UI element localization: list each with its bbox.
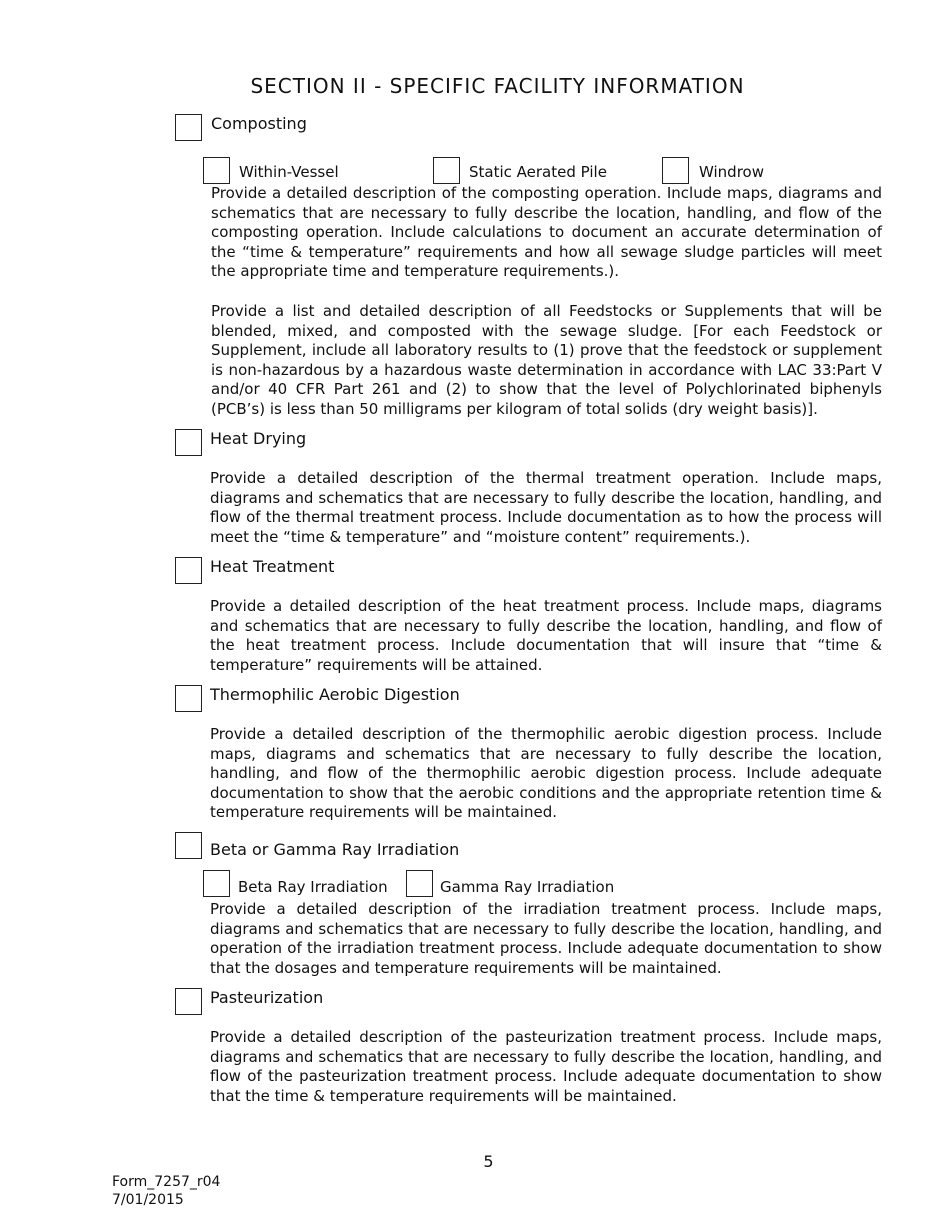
within-vessel-label: Within-Vessel bbox=[239, 163, 339, 181]
composting-description: Provide a detailed description of the composting operation. Include maps, diagrams and schematics that are necessary to fully describe the location, handling, and flow of the composting operation. Include calculations to document an accurate determination of the “time & temperature” requirements and how all sewage sludge particles will meet the appropriate time and temperature requirements.). bbox=[211, 184, 882, 281]
form-date: 7/01/2015 bbox=[112, 1192, 184, 1208]
heat-drying-description: Provide a detailed description of the thermal treatment operation. Include maps, diagrams and schematics that are necessary to fully describe the location, handling, and flow of the thermal treatment process. Include documentation as to how the process will meet the “time & temperature” and “moisture content” requirements.). bbox=[210, 469, 882, 546]
static-aerated-pile-checkbox[interactable] bbox=[433, 157, 460, 184]
within-vessel-checkbox[interactable] bbox=[203, 157, 230, 184]
heat-treatment-description: Provide a detailed description of the heat treatment process. Include maps, diagrams and schematics that are necessary to fully describe the location, handling, and flow of the heat treatment process. Include documentation that will insure that “time & temperature” requirements will be attained. bbox=[210, 597, 882, 674]
heat-treatment-checkbox[interactable] bbox=[175, 557, 202, 584]
page-number: 5 bbox=[483, 1152, 494, 1171]
gamma-ray-checkbox[interactable] bbox=[406, 870, 433, 897]
heat-treatment-label: Heat Treatment bbox=[210, 557, 335, 576]
pasteurization-checkbox[interactable] bbox=[175, 988, 202, 1015]
beta-ray-label: Beta Ray Irradiation bbox=[238, 878, 388, 896]
pasteurization-label: Pasteurization bbox=[210, 988, 324, 1007]
section-title: SECTION II - SPECIFIC FACILITY INFORMATION bbox=[250, 74, 745, 98]
windrow-checkbox[interactable] bbox=[662, 157, 689, 184]
irradiation-checkbox[interactable] bbox=[175, 832, 202, 859]
composting-checkbox[interactable] bbox=[175, 114, 202, 141]
thermophilic-label: Thermophilic Aerobic Digestion bbox=[210, 685, 460, 704]
beta-ray-checkbox[interactable] bbox=[203, 870, 230, 897]
composting-label: Composting bbox=[211, 114, 307, 133]
windrow-label: Windrow bbox=[699, 163, 764, 181]
form-id: Form_7257_r04 bbox=[112, 1174, 221, 1190]
gamma-ray-label: Gamma Ray Irradiation bbox=[440, 878, 615, 896]
feedstock-description: Provide a list and detailed description of all Feedstocks or Supplements that will be blended, mixed, and composted with the sewage sludge. [For each Feedstock or Supplement, include all laboratory results to (1) prove that the feedstock or supplement is non-hazardous by a hazardous waste determination in accordance with LAC 33:Part V and/or 40 CFR Part 261 and (2) to show that the level of Polychlorinated biphenyls (PCB’s) is less than 50 milligrams per kilogram of total solids (dry weight basis)]. bbox=[211, 302, 882, 418]
heat-drying-label: Heat Drying bbox=[210, 429, 307, 448]
irradiation-label: Beta or Gamma Ray Irradiation bbox=[210, 840, 460, 859]
irradiation-description: Provide a detailed description of the irradiation treatment process. Include maps, diagrams and schematics that are necessary to fully describe the location, handling, and operation of the irradiation treatment process. Include adequate documentation to show that the dosages and temperature requirements will be maintained. bbox=[210, 900, 882, 977]
thermophilic-checkbox[interactable] bbox=[175, 685, 202, 712]
thermophilic-description: Provide a detailed description of the thermophilic aerobic digestion process. Include maps, diagrams and schematics that are necessary to fully describe the location, handling, and flow of the thermophilic aerobic digestion process. Include adequate documentation to show that the aerobic conditions and the appropriate retention time & temperature requirements will be maintained. bbox=[210, 725, 882, 822]
static-aerated-pile-label: Static Aerated Pile bbox=[469, 163, 607, 181]
pasteurization-description: Provide a detailed description of the pasteurization treatment process. Include maps, diagrams and schematics that are necessary to fully describe the location, handling, and flow of the pasteurization treatment process. Include adequate documentation to show that the time & temperature requirements will be maintained. bbox=[210, 1028, 882, 1105]
heat-drying-checkbox[interactable] bbox=[175, 429, 202, 456]
